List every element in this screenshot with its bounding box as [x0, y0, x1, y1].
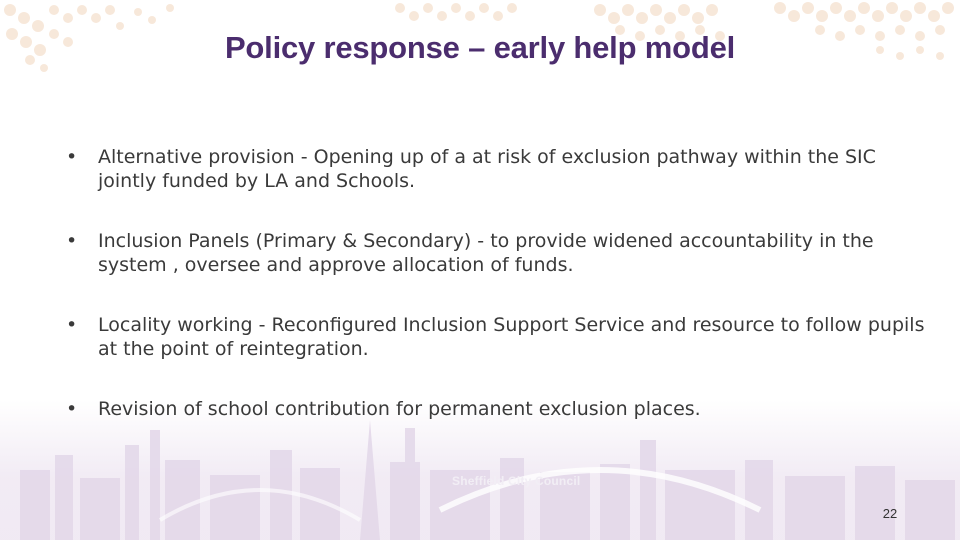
bullet-text: Revision of school contribution for permanent exclusion places.: [98, 398, 701, 420]
bullet-marker: •: [66, 146, 78, 168]
bullet-marker: •: [66, 314, 78, 336]
bullet-marker: •: [66, 230, 78, 252]
bullet-item: [66, 229, 936, 277]
bullet-item: [66, 145, 936, 193]
decorative-city-skyline: [0, 400, 960, 540]
slide-title: Policy response – early help model: [224, 30, 736, 65]
council-watermark: Sheffield City Council: [452, 474, 581, 488]
bullet-marker: •: [66, 398, 78, 420]
page-number: 22: [882, 506, 898, 521]
bullet-item: [66, 397, 936, 421]
bullet-text: Alternative provision - Opening up of a at risk of exclusion pathway within the SIC jointly funded by LA and Schools.: [98, 146, 876, 192]
bullet-item: [66, 313, 936, 361]
bullet-text: Inclusion Panels (Primary & Secondary) - to provide widened accountability in the system , oversee and approve allocation of funds.: [98, 230, 874, 276]
bullet-text: Locality working - Reconfigured Inclusion Support Service and resource to follow pupils at the point of reintegration.: [98, 314, 925, 360]
